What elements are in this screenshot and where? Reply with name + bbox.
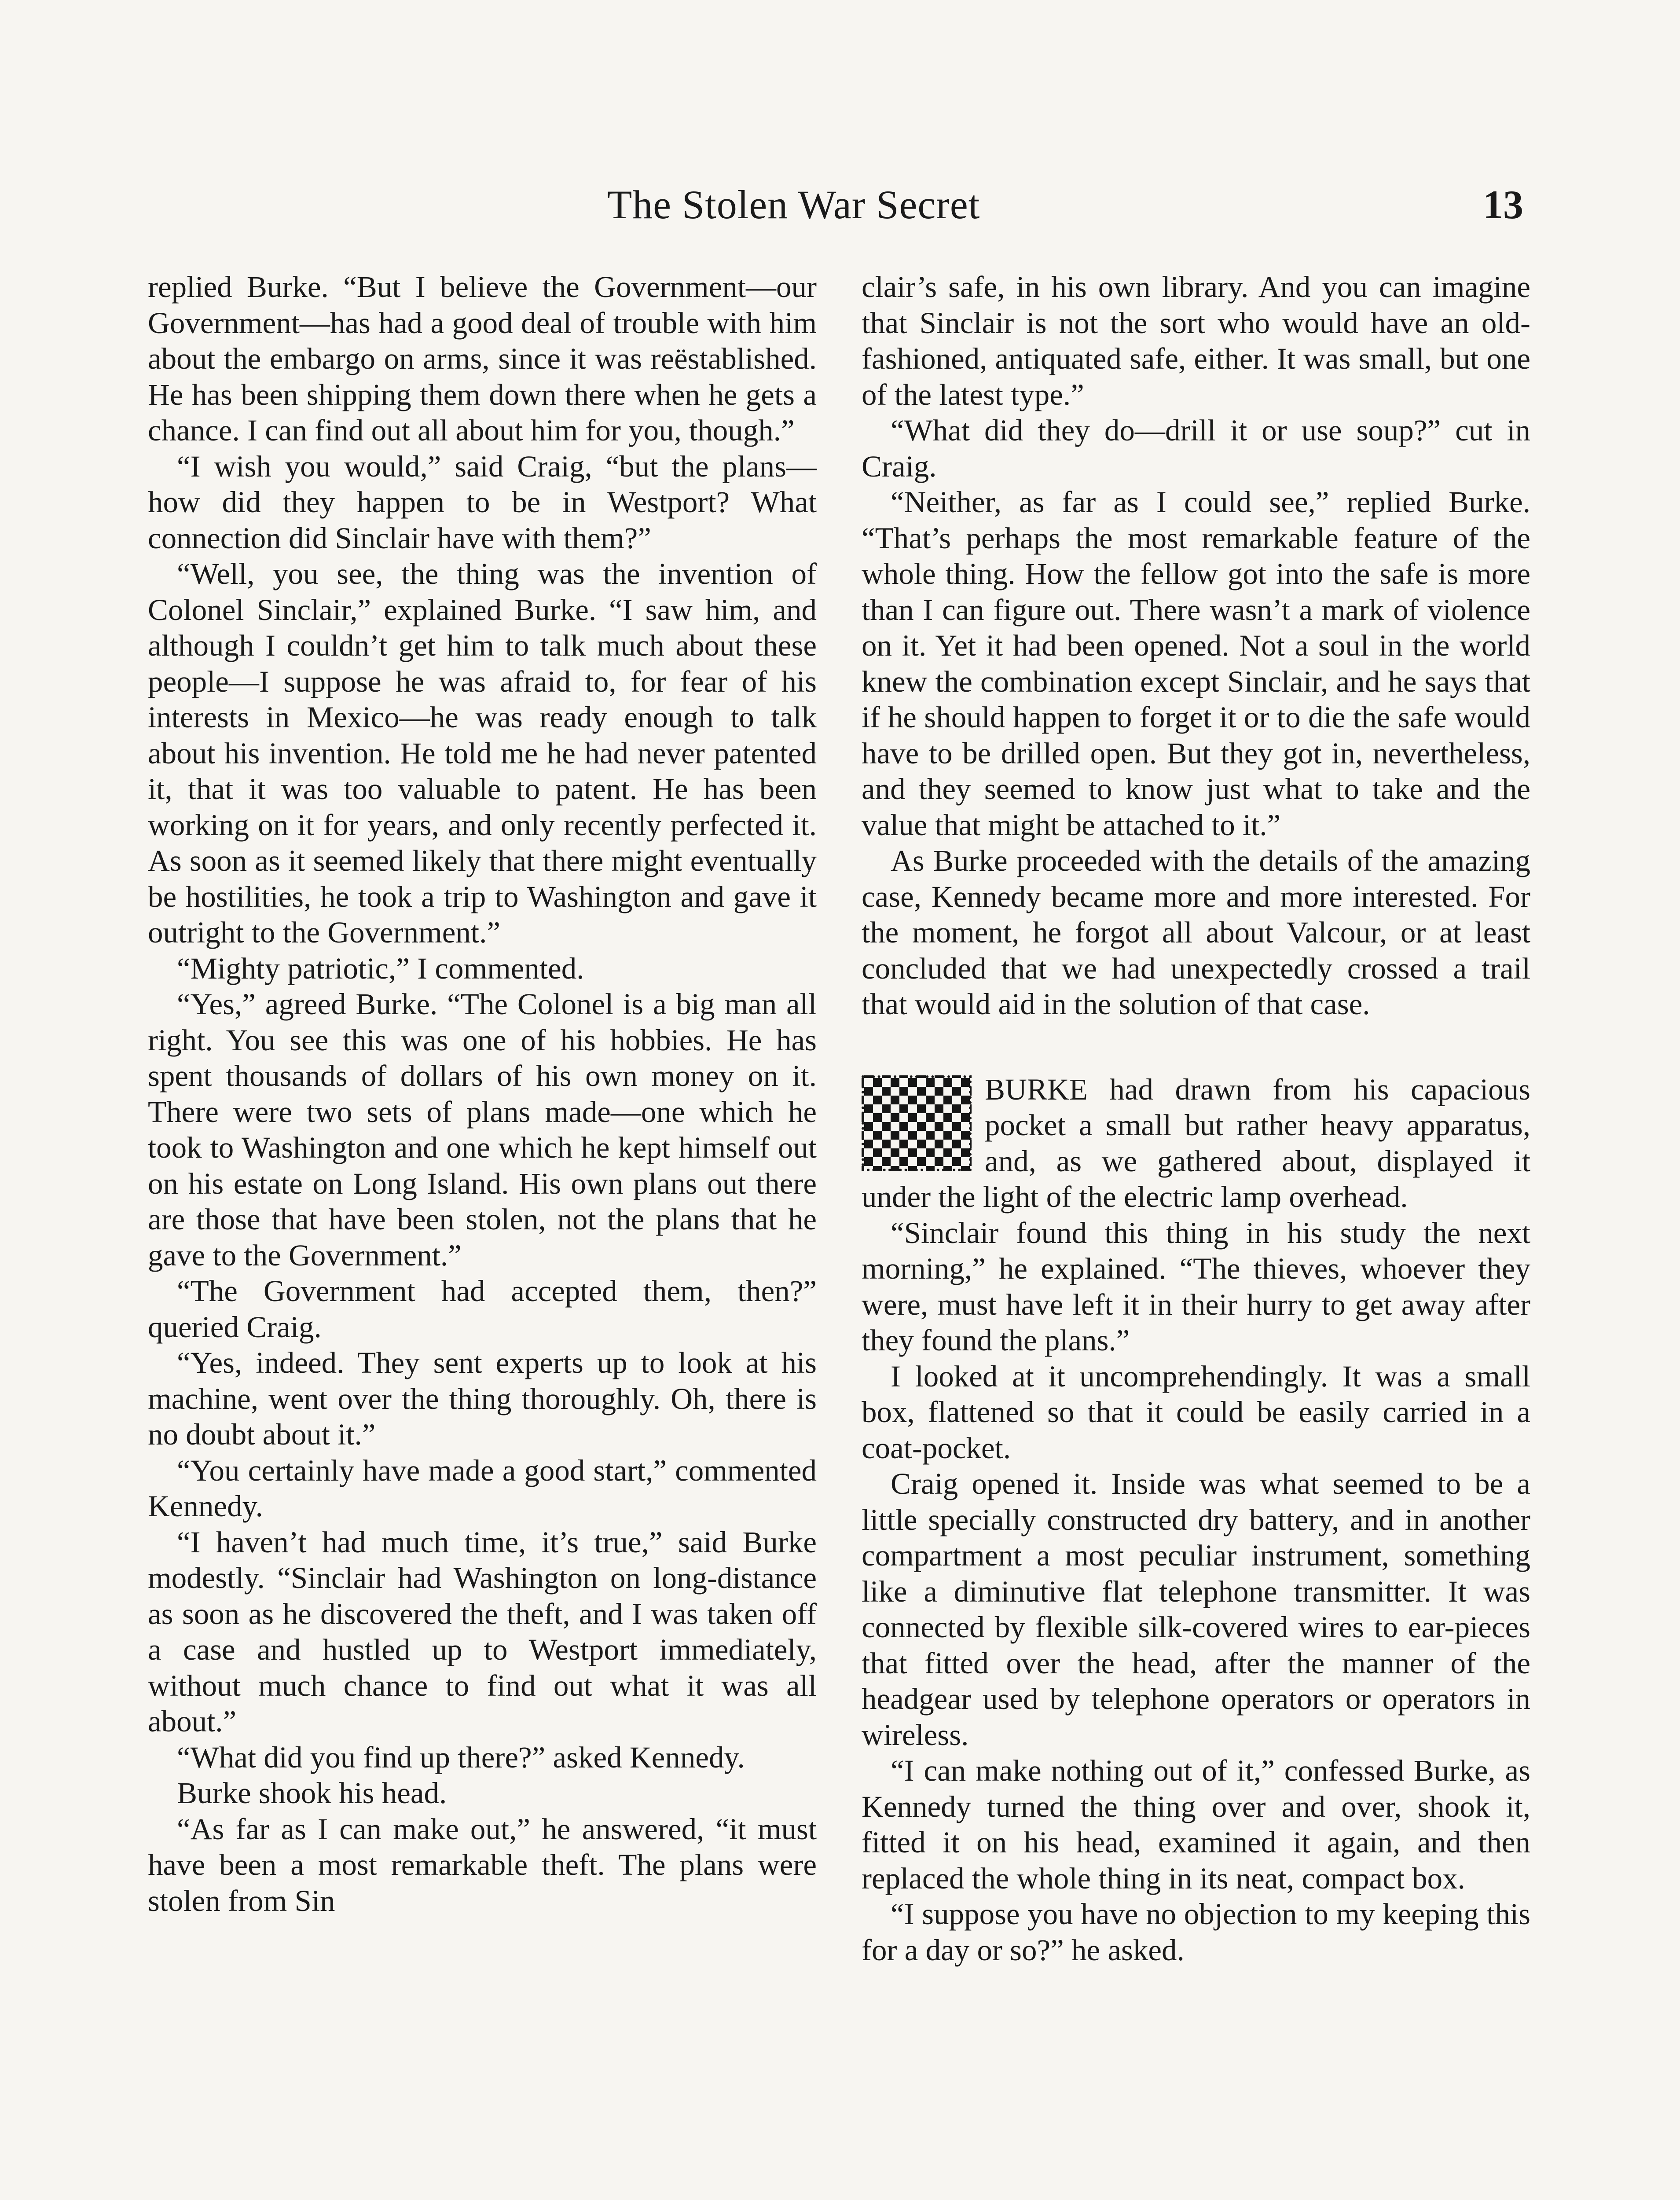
section-break [862,1023,1530,1072]
paragraph: “I can make nothing out of it,” confessed Burke, as Kennedy turned the thing over and over, shook it, fitted it on his head, examined it again, and then replaced the whole thing in its neat, compact box. [862,1754,1530,1895]
paragraph: “What did they do—drill it or use soup?” cut in Craig. [862,414,1530,483]
paragraph: “I haven’t had much time, it’s true,” said Burke modestly. “Sinclair had Washington on long-distance as soon as he discovered the theft, and I was taken off a case and hustled up to Westport immediately, without much chance to find out what it was all about.” [148,1525,817,1738]
paragraph: Craig opened it. Inside was what seemed to be a little specially constructed dry battery, and in another compartment a most peculiar instrument, something like a diminutive flat telephone transmitter. It was connected by flexible silk-covered wires to ear-pieces that fitted over the head, after the manner of the headgear used by telephone operators or operators in wireless. [862,1467,1530,1752]
paragraph: Burke shook his head. [177,1776,447,1810]
paragraph: “Yes, indeed. They sent experts up to look at his machine, went over the thing thoroughly. Oh, there is no doubt about it.” [148,1346,817,1451]
paragraph: “Well, you see, the thing was the invention of Colonel Sinclair,” explained Burke. “I saw him, and although I couldn’t get him to talk much about these people—I suppose he was afraid to, for fear of his interests in Mexico—he was ready enough to talk about his invention. He told me he had never patented it, that it was too valuable to patent. He has been working on it for years, and only recently perfected it. As soon as it seemed likely that there might eventually be hostilities, he took a trip to Washington and gave it outright to the Government.” [148,557,817,949]
paragraph: I looked at it uncomprehendingly. It was a small box, flattened so that it could be easily carried in a coat-pocket. [862,1359,1530,1465]
paragraph: As Burke proceeded with the details of the amazing case, Kennedy became more and more interested. For the moment, he forgot all about Valcour, or at least concluded that we had unexpectedly crossed a trail that would aid in the solution of that case. [862,844,1530,1021]
section-opening [862,1072,1530,1215]
paragraph: “Yes,” agreed Burke. “The Colonel is a big man all right. You see this was one of his hobbies. He has spent thousands of dollars of his own money on it. There were two sets of plans made—one which he took to Washington and one which he kept himself out on his estate on Long Island. His own plans out there are those that have been stolen, not the plans that he gave to the Government.” [148,987,817,1272]
paragraph: “I wish you would,” said Craig, “but the plans—how did they happen to be in Westport? What connection did Sinclair have with them?” [148,449,817,555]
paragraph: “Neither, as far as I could see,” replied Burke. “That’s perhaps the most remarkable feature of the whole thing. How the fellow got into the safe is more than I can figure out. There wasn’t a mark of violence on it. Yet it had been opened. Not a soul in the world knew the combination except Sinclair, and he says that if he should happen to forget it or to die the safe would have to be drilled open. But they got in, nevertheless, and they seemed to know just what to take and the value that might be attached to it.” [862,485,1530,842]
paragraph: replied Burke. “But I believe the Government—our Government—has had a good deal of trouble with him about the embargo on arms, since it was reëstablished. He has been shipping them down there when he gets a chance. I can find out all about him for you, though.” [148,270,817,447]
paragraph: “What did you find up there?” asked Kennedy. [177,1740,745,1774]
checkered-ornament-icon [862,1075,972,1171]
page-number: 13 [1483,182,1523,227]
right-column [862,269,1530,1968]
paragraph: BURKE had drawn from his capacious pocket a small but rather heavy apparatus, and, as we gathered about, displayed it under the light of the electric lamp overhead. [862,1072,1530,1214]
paragraph: “The Government had accepted them, then?” queried Craig. [148,1274,817,1344]
running-head [0,174,1680,235]
paragraph: “I suppose you have no objection to my keeping this for a day or so?” he asked. [862,1897,1530,1967]
paragraph: “Sinclair found this thing in his study the next morning,” he explained. “The thieves, whoever they were, must have left it in their hurry to get away after they found the plans.” [862,1216,1530,1357]
running-title: The Stolen War Secret [607,182,980,227]
paragraph: clair’s safe, in his own library. And you can imagine that Sinclair is not the sort who would have an old-fashioned, antiquated safe, either. It was small, but one of the latest type.” [862,270,1530,411]
left-column [148,269,817,1919]
paragraph: “You certainly have made a good start,” commented Kennedy. [148,1453,817,1523]
paragraph: “Mighty patriotic,” I commented. [177,951,584,985]
paragraph: “As far as I can make out,” he answered, “it must have been a most remarkable theft. The plans were stolen from Sin [148,1812,817,1918]
